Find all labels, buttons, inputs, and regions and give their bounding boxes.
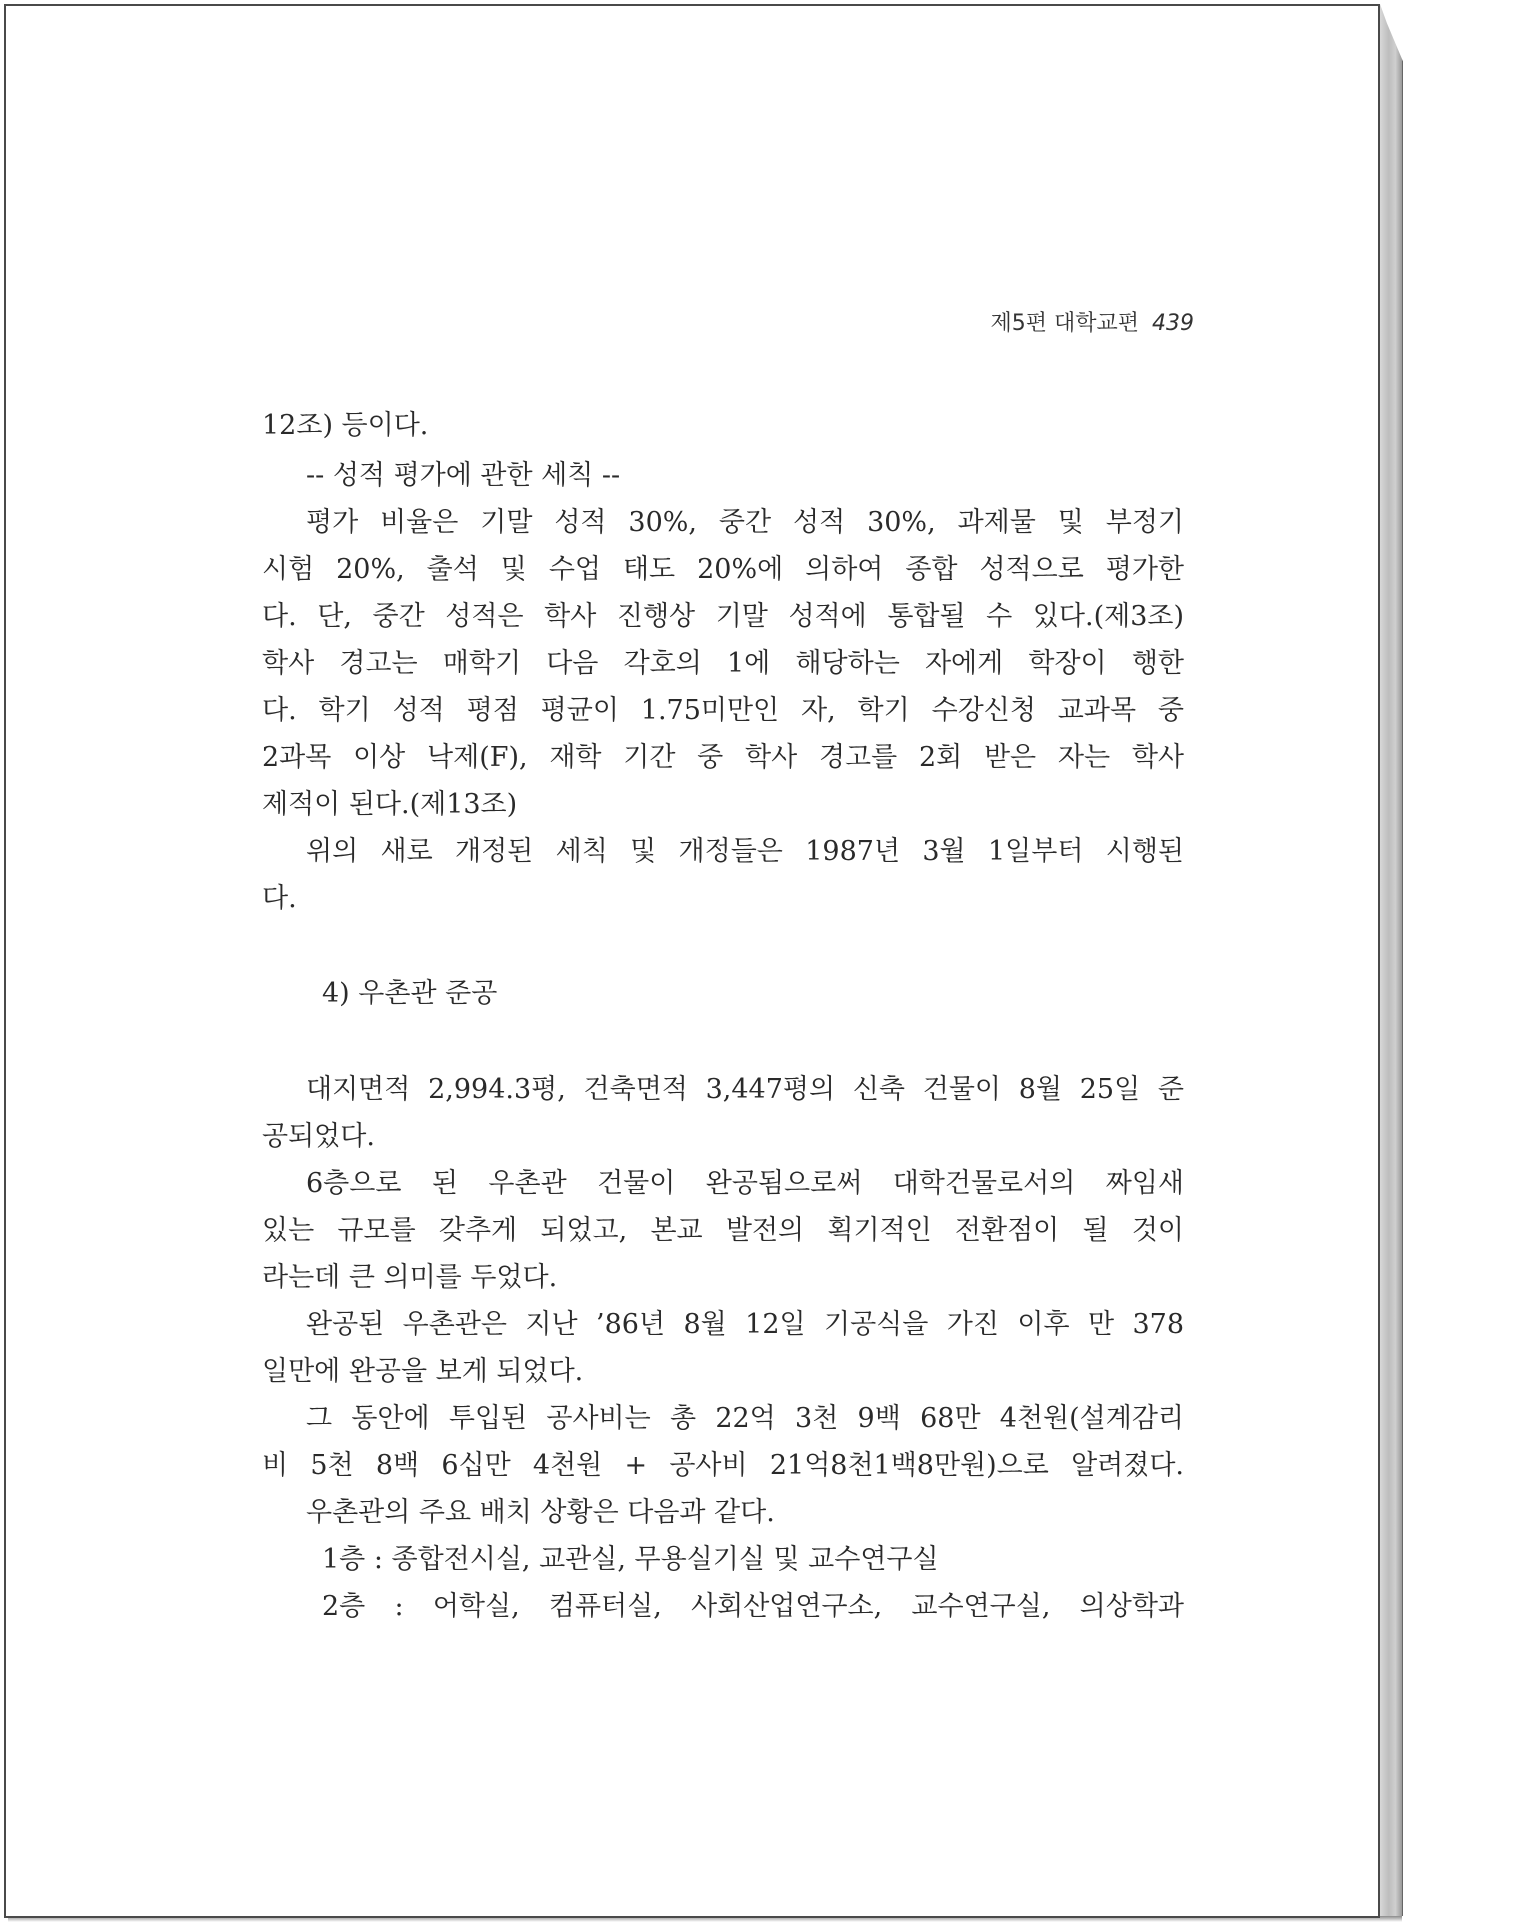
running-header [906,306,1194,337]
body-line: 그 동안에 투입된 공사비는 총 22억 3천 9백 68만 4천원(설계감리 [306,1403,1184,1434]
body-line: 다. 학기 성적 평점 평균이 1.75미만인 자, 학기 수강신청 교과목 중 [262,695,1184,726]
body-line: 위의 새로 개정된 세칙 및 개정들은 1987년 3월 1일부터 시행된 [306,836,1184,867]
body-line: 다. [262,883,297,914]
body-line: 있는 규모를 갖추게 되었고, 본교 발전의 획기적인 전환점이 될 것이 [262,1215,1184,1246]
section-note: -- 성적 평가에 관한 세칙 -- [306,460,621,491]
body-line: 비 5천 8백 6십만 4천원 + 공사비 21억8천1백8만원)으로 알려졌다. [262,1450,1184,1481]
body-line: 2과목 이상 낙제(F), 재학 기간 중 학사 경고를 2회 받은 자는 학사 [262,742,1184,773]
header-section: 제5편 대학교편 [990,311,1139,336]
body-line: 시험 20%, 출석 및 수업 태도 20%에 의하여 종합 성적으로 평가한 [262,554,1184,585]
book-page [4,4,1380,1918]
body-line: 우촌관의 주요 배치 상황은 다음과 같다. [306,1497,775,1528]
section-heading: 4) 우촌관 준공 [322,978,498,1009]
body-line: 제적이 된다.(제13조) [262,789,518,820]
floor-list-item: 2층 : 어학실, 컴퓨터실, 사회산업연구소, 교수연구실, 의상학과 [322,1591,1184,1622]
body-line: 라는데 큰 의미를 두었다. [262,1262,558,1293]
body-line: 공되었다. [262,1121,375,1152]
floor-list-item: 1층 : 종합전시실, 교관실, 무용실기실 및 교수연구실 [322,1544,939,1575]
body-line: 학사 경고는 매학기 다음 각호의 1에 해당하는 자에게 학장이 행한 [262,648,1184,679]
body-line: 평가 비율은 기말 성적 30%, 중간 성적 30%, 과제물 및 부정기 [306,507,1184,538]
body-line: 완공된 우촌관은 지난 ’86년 8월 12일 기공식을 가진 이후 만 378 [306,1309,1184,1340]
page-edge-stack [1380,4,1403,1916]
body-line: 일만에 완공을 보게 되었다. [262,1356,584,1387]
body-line: 12조) 등이다. [262,410,429,441]
body-line: 대지면적 2,994.3평, 건축면적 3,447평의 신축 건물이 8월 25일 준 [306,1074,1184,1105]
page-number: 439 [1152,311,1194,336]
body-line: 6층으로 된 우촌관 건물이 완공됨으로써 대학건물로서의 짜임새 [306,1168,1184,1199]
body-line: 다. 단, 중간 성적은 학사 진행상 기말 성적에 통합될 수 있다.(제3조) [262,601,1184,632]
